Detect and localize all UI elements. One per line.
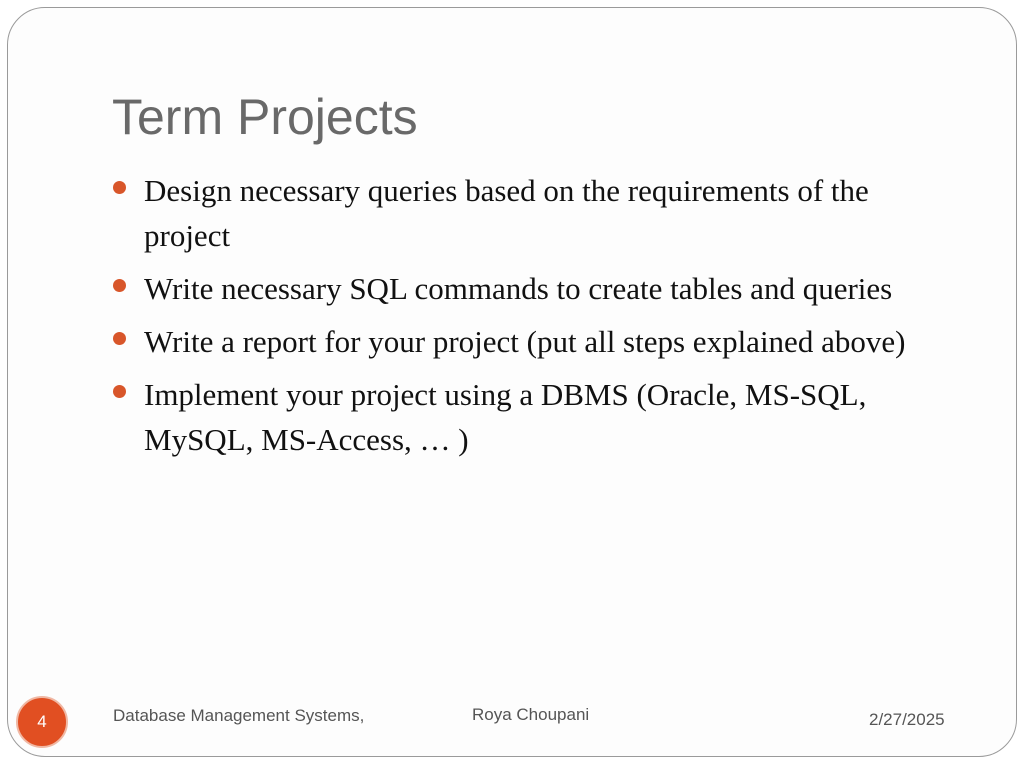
footer-date: 2/27/2025 [869,710,945,729]
bullet-text: Write a report for your project (put all steps explained above) [144,324,906,359]
bullet-text: Implement your project using a DBMS (Oracle, MS-SQL, MySQL, MS-Access, … ) [144,377,867,457]
bullet-dot-icon [113,385,126,398]
bullet-dot-icon [113,332,126,345]
footer-course: Database Management Systems, [113,706,365,725]
bullet-dot-icon [113,279,126,292]
bullet-item [112,372,962,462]
slide-title: Term Projects [112,89,418,145]
footer-author: Roya Choupani [472,705,590,724]
page-number-badge: 4 [16,696,68,748]
bullet-item [112,319,962,364]
bullet-item [112,266,962,311]
bullet-text: Write necessary SQL commands to create tables and queries [144,271,893,306]
bullet-item [112,168,962,258]
bullet-list [112,168,962,470]
bullet-text: Design necessary queries based on the requirements of the project [144,173,869,253]
bullet-dot-icon [113,181,126,194]
